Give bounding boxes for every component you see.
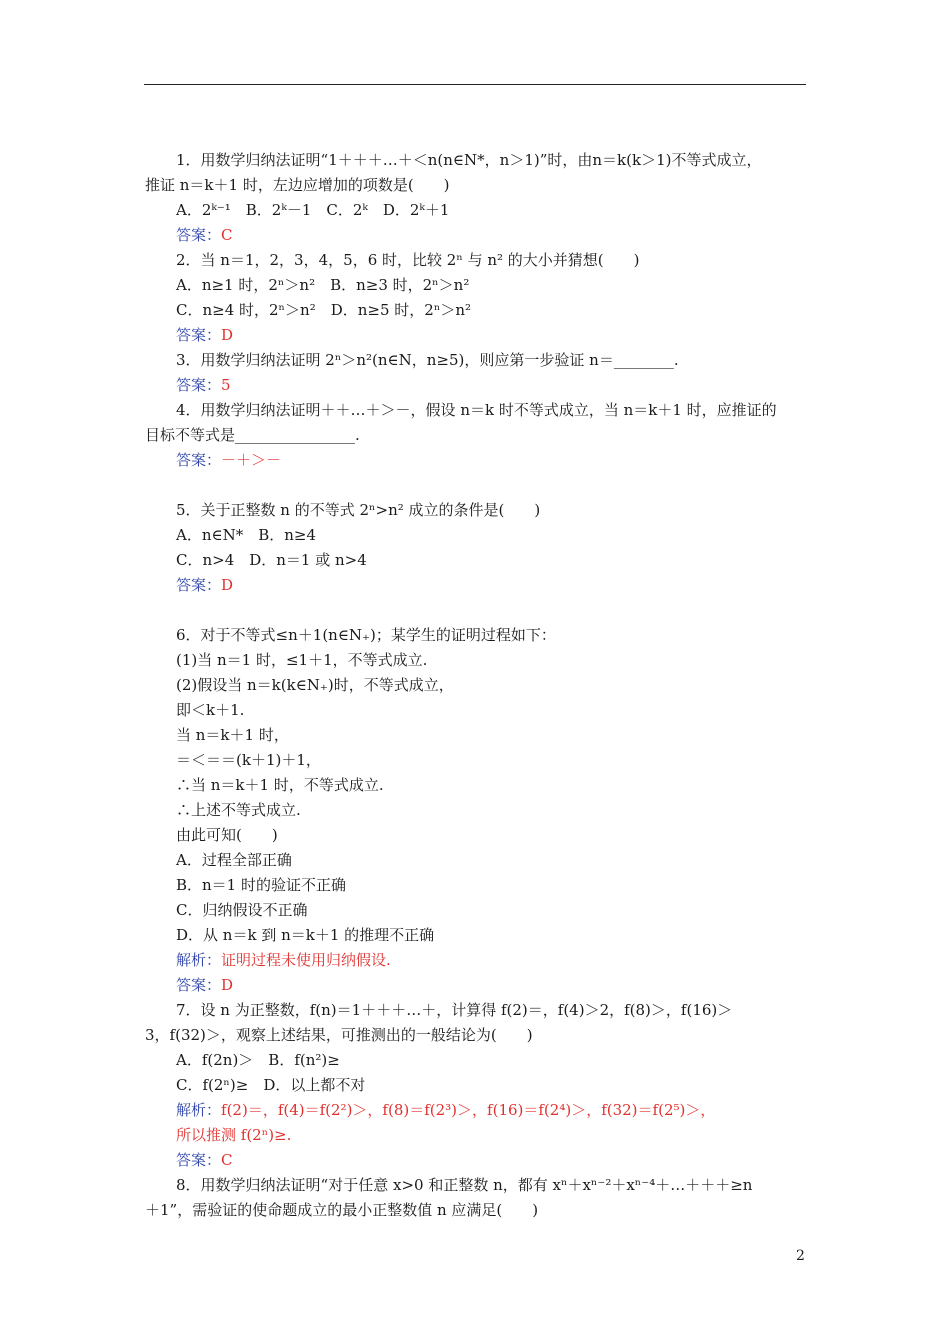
q6-answer — [176, 975, 233, 995]
q5-options-ab: A．n∈N* B．n≥4 — [176, 526, 317, 544]
q1-answer — [176, 225, 233, 245]
q7-analysis — [176, 1100, 715, 1120]
answer-value: D — [221, 976, 234, 994]
q8-stem: 8．用数学归纳法证明“对于任意 x>0 和正整数 n，都有 xⁿ＋xⁿ⁻²＋xⁿ⁻⁴＋…＋＋＋≥n — [176, 1176, 753, 1194]
q5-answer — [176, 575, 233, 595]
q7-answer — [176, 1150, 233, 1170]
q4-stem: 4．用数学归纳法证明＋＋…＋＞－，假设 n＝k 时不等式成立，当 n＝k＋1 时，应推证的 — [176, 401, 777, 419]
answer-label: 答案： — [176, 376, 222, 394]
q6-stem: 6．对于不等式≤n＋1(n∈N₊)；某学生的证明过程如下： — [176, 626, 556, 644]
q6-prompt: 由此可知( ) — [176, 826, 278, 844]
q2-options-cd: C．n≥4 时，2ⁿ＞n² D．n≥5 时，2ⁿ＞n² — [176, 301, 471, 319]
q6-proof-step4: 当 n＝k＋1 时， — [176, 726, 289, 744]
q2-stem: 2．当 n＝1，2，3，4，5，6 时，比较 2ⁿ 与 n² 的大小并猜想( ) — [176, 251, 640, 269]
q7-analysis-cont: 所以推测 f(2ⁿ)≥. — [176, 1126, 292, 1144]
q2-options-ab: A．n≥1 时，2ⁿ＞n² B．n≥3 时，2ⁿ＞n² — [176, 276, 470, 294]
q6-option-b: B．n＝1 时的验证不正确 — [176, 876, 346, 894]
q4-answer — [176, 450, 281, 470]
q5-options-cd: C．n>4 D．n＝1 或 n>4 — [176, 551, 367, 569]
q3-stem: 3．用数学归纳法证明 2ⁿ＞n²(n∈N，n≥5)，则应第一步验证 n＝________. — [176, 351, 679, 369]
answer-label: 答案： — [176, 451, 222, 469]
q8-stem-cont: ＋1”，需验证的使命题成立的最小正整数值 n 应满足( ) — [145, 1201, 539, 1219]
q6-option-c: C．归纳假设不正确 — [176, 901, 308, 919]
q6-proof-step6: ∴当 n＝k＋1 时，不等式成立. — [176, 776, 384, 794]
q1-options: A．2ᵏ⁻¹ B．2ᵏ－1 C．2ᵏ D．2ᵏ＋1 — [176, 201, 450, 219]
answer-label: 答案： — [176, 326, 222, 344]
page-number: 2 — [796, 1248, 805, 1264]
answer-label: 答案： — [176, 226, 222, 244]
q6-proof-step7: ∴上述不等式成立. — [176, 801, 301, 819]
answer-label: 答案： — [176, 1151, 222, 1169]
answer-value: C — [221, 226, 233, 244]
q1-stem-cont: 推证 n＝k＋1 时，左边应增加的项数是( ) — [145, 176, 450, 194]
q7-stem-cont: 3，f(32)＞，观察上述结果，可推测出的一般结论为( ) — [145, 1026, 533, 1044]
q6-option-a: A．过程全部正确 — [176, 851, 292, 869]
q6-proof-step1: (1)当 n＝1 时，≤1＋1，不等式成立. — [176, 651, 428, 669]
q6-proof-step3: 即＜k＋1. — [176, 701, 245, 719]
q6-proof-step2: (2)假设当 n＝k(k∈N₊)时，不等式成立， — [176, 676, 454, 694]
answer-value: －＋＞－ — [221, 451, 282, 469]
answer-value: D — [221, 576, 234, 594]
q7-options-cd: C．f(2ⁿ)≥ D．以上都不对 — [176, 1076, 366, 1094]
analysis-text: f(2)＝，f(4)＝f(2²)＞，f(8)＝f(2³)＞，f(16)＝f(2⁴)＞，f(32)＝f(2⁵)＞， — [221, 1101, 716, 1119]
analysis-label: 解析： — [176, 1101, 222, 1119]
analysis-label: 解析： — [176, 951, 222, 969]
q7-options-ab: A．f(2n)＞ B．f(n²)≥ — [176, 1051, 340, 1069]
answer-label: 答案： — [176, 976, 222, 994]
answer-value: 5 — [221, 376, 231, 394]
answer-value: D — [221, 326, 234, 344]
q7-stem: 7．设 n 为正整数，f(n)＝1＋＋＋…＋，计算得 f(2)＝，f(4)＞2，f(8)＞，f(16)＞ — [176, 1001, 733, 1019]
q2-answer — [176, 325, 233, 345]
header-rule — [144, 84, 806, 85]
q6-option-d: D．从 n＝k 到 n＝k＋1 的推理不正确 — [176, 926, 435, 944]
answer-value: C — [221, 1151, 233, 1169]
q5-stem: 5．关于正整数 n 的不等式 2ⁿ>n² 成立的条件是( ) — [176, 501, 541, 519]
q3-answer — [176, 375, 231, 395]
q1-stem: 1．用数学归纳法证明“1＋＋＋…＋＜n(n∈N*，n＞1)”时，由n＝k(k＞1)不等式成立， — [176, 151, 762, 169]
analysis-text: 证明过程未使用归纳假设. — [221, 951, 391, 969]
q4-stem-cont: 目标不等式是________________. — [145, 426, 360, 444]
q6-proof-step5: ＝＜＝＝(k＋1)＋1， — [176, 751, 321, 769]
answer-label: 答案： — [176, 576, 222, 594]
q6-analysis — [176, 950, 391, 970]
